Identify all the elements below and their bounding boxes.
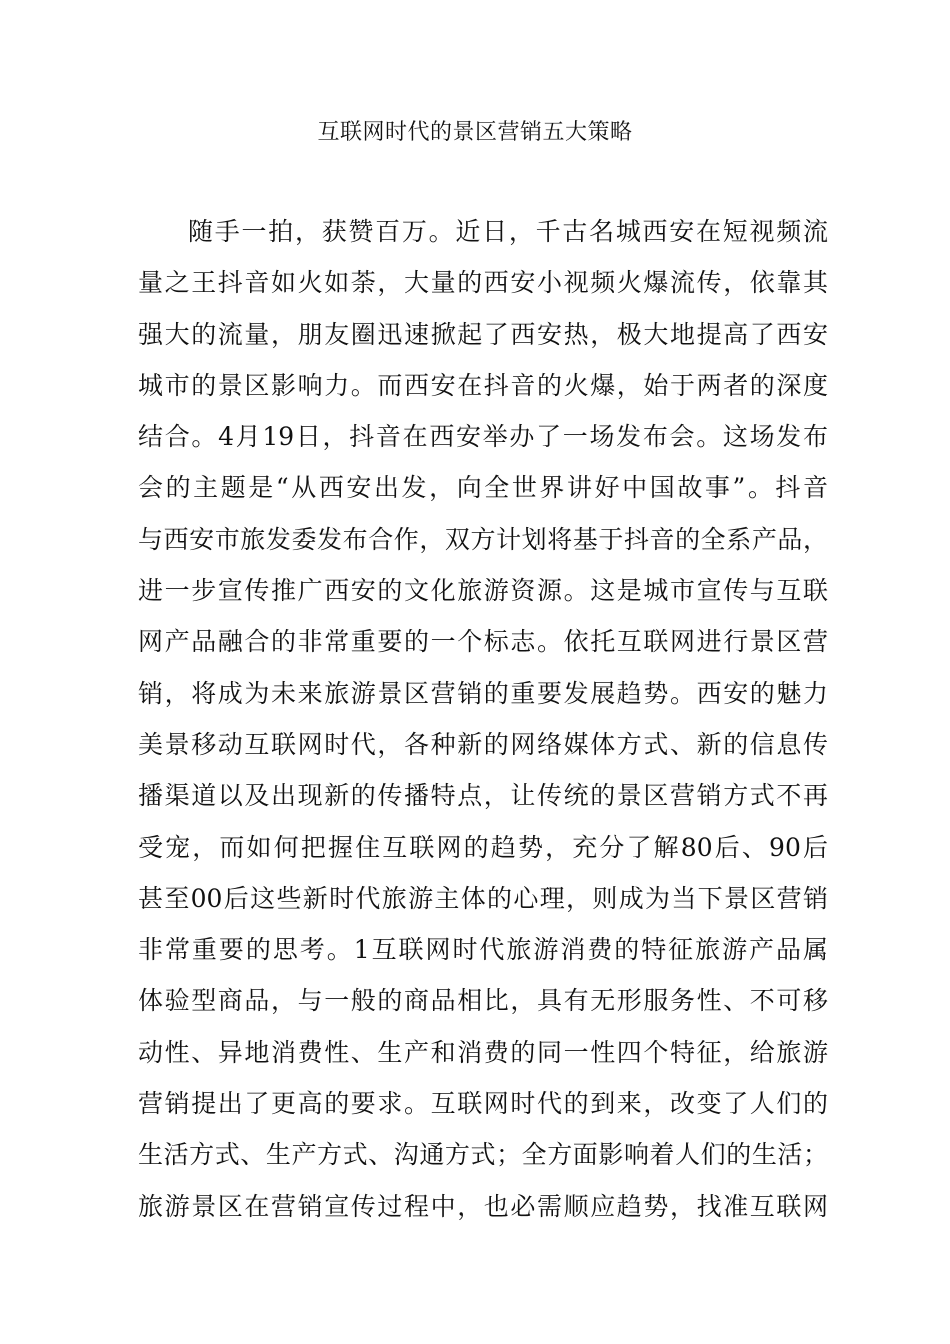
body-line: 体验型商品，与一般的商品相比，具有无形服务性、不可移 xyxy=(138,986,828,1016)
body-line: 美景移动互联网时代，各种新的网络媒体方式、新的信息传 xyxy=(138,729,828,759)
body-line: 旅游景区在营销宣传过程中，也必需顺应趋势，找准互联网 xyxy=(138,1191,828,1221)
body-line: 结合。4月19日，抖音在西安举办了一场发布会。这场发布 xyxy=(138,422,828,452)
body-line: 量之王抖音如火如荼，大量的西安小视频火爆流传，依靠其 xyxy=(138,268,828,298)
body-line: 网产品融合的非常重要的一个标志。依托互联网进行景区营 xyxy=(138,627,828,657)
body-line: 非常重要的思考。1互联网时代旅游消费的特征旅游产品属 xyxy=(138,935,828,965)
body-line: 甚至00后这些新时代旅游主体的心理，则成为当下景区营销 xyxy=(138,883,828,913)
body-line: 营销提出了更高的要求。互联网时代的到来，改变了人们的 xyxy=(138,1089,828,1119)
body-line: 动性、异地消费性、生产和消费的同一性四个特征，给旅游 xyxy=(138,1037,828,1067)
body-line: 会的主题是“从西安出发，向全世界讲好中国故事”。抖音 xyxy=(138,473,828,503)
body-line: 生活方式、生产方式、沟通方式；全方面影响着人们的生活； xyxy=(138,1140,828,1170)
body-line: 受宠，而如何把握住互联网的趋势，充分了解80后、90后 xyxy=(138,832,828,862)
body-line: 城市的景区影响力。而西安在抖音的火爆，始于两者的深度 xyxy=(138,370,828,400)
document-body xyxy=(138,206,828,1232)
body-line: 与西安市旅发委发布合作，双方计划将基于抖音的全系产品， xyxy=(138,524,828,554)
body-line: 进一步宣传推广西安的文化旅游资源。这是城市宣传与互联 xyxy=(138,576,828,606)
document-title: 互联网时代的景区营销五大策略 xyxy=(317,120,633,145)
body-line: 随手一拍，获赞百万。近日，千古名城西安在短视频流 xyxy=(188,217,828,246)
body-line: 播渠道以及出现新的传播特点，让传统的景区营销方式不再 xyxy=(138,781,828,811)
body-line: 强大的流量，朋友圈迅速掀起了西安热，极大地提高了西安 xyxy=(138,319,828,349)
body-line: 销，将成为未来旅游景区营销的重要发展趋势。西安的魅力 xyxy=(138,678,828,708)
